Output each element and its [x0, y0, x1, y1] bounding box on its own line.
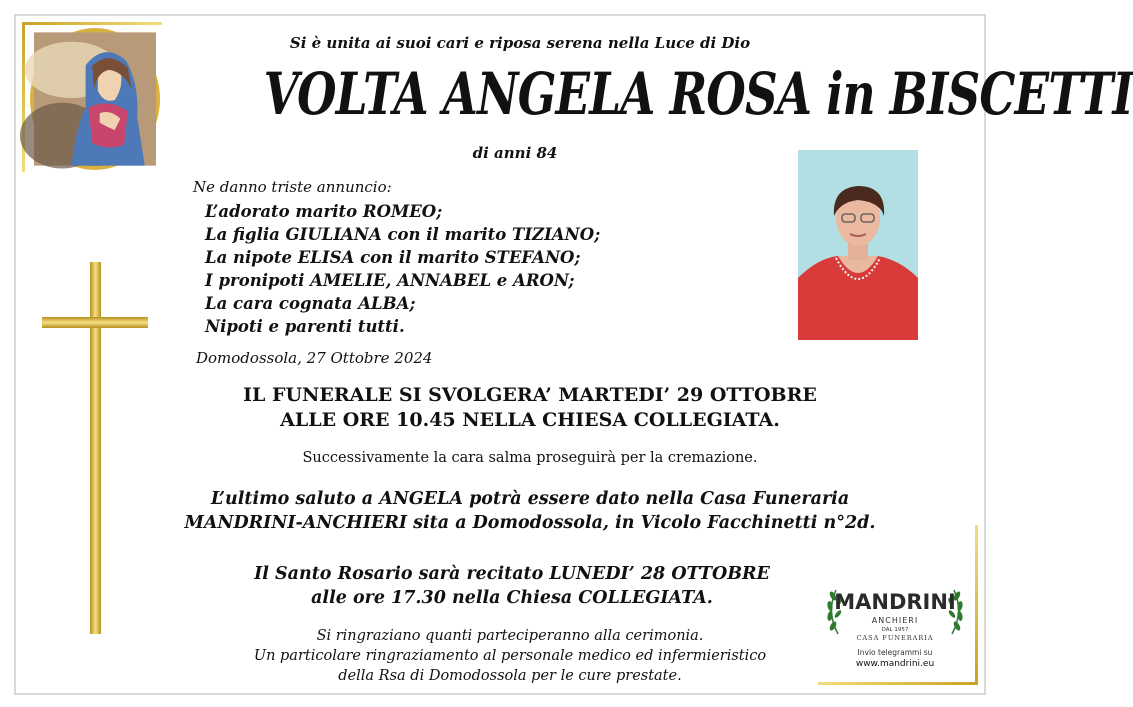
- deceased-name: VOLTA ANGELA ROSA in BISCETTI: [263, 60, 1133, 128]
- portrait-photo: [798, 150, 918, 340]
- thanks-line-2: Un particolare ringraziamento al personale medico ed infermieristico: [253, 648, 767, 664]
- logo-since: DAL 1957: [881, 627, 909, 633]
- cremation-note: Successivamente la cara salma proseguirà per la cremazione.: [302, 450, 758, 466]
- thanks-notice: [210, 626, 810, 686]
- logo-subtitle: ANCHIERI: [871, 616, 919, 625]
- family-line: La nipote ELISA con il marito STEFANO;: [205, 248, 581, 267]
- family-line: Nipoti e parenti tutti.: [205, 317, 405, 336]
- family-list: [205, 200, 600, 338]
- funeral-notice: [180, 383, 880, 433]
- funeral-line-1: IL FUNERALE SI SVOLGERA’ MARTEDI’ 29 OTTOBRE: [243, 384, 817, 406]
- logo-name: MANDRINI: [834, 590, 956, 614]
- family-line: I pronipoti AMELIE, ANNABEL e ARON;: [205, 271, 575, 290]
- gold-corner-line-bottom: [818, 682, 978, 685]
- place-date: Domodossola, 27 Ottobre 2024: [196, 349, 433, 367]
- logo-type: CASA FUNERARIA: [856, 634, 934, 642]
- gold-corner-line-top: [22, 22, 162, 25]
- farewell-notice: [170, 487, 890, 535]
- funeral-line-2: ALLE ORE 10.45 NELLA CHIESA COLLEGIATA.: [280, 409, 780, 431]
- logo-telegram-text: Invio telegrammi su: [857, 648, 933, 657]
- thanks-line-3: della Rsa di Domodossola per le cure prestate.: [338, 668, 682, 684]
- family-line: L’adorato marito ROMEO;: [205, 202, 443, 221]
- funeral-home-logo: [820, 578, 970, 676]
- age-text: di anni 84: [472, 144, 558, 162]
- logo-website: www.mandrini.eu: [855, 659, 935, 669]
- farewell-line-2: MANDRINI-ANCHIERI sita a Domodossola, in Vicolo Facchinetti n°2d.: [184, 513, 876, 533]
- rosary-line-1: Il Santo Rosario sarà recitato LUNEDI’ 28 OTTOBRE: [254, 564, 770, 584]
- rosary-line-2: alle ore 17.30 nella Chiesa COLLEGIATA.: [311, 588, 713, 608]
- announcement-intro: Ne danno triste annuncio:: [193, 178, 392, 196]
- gold-corner-line-right: [975, 525, 978, 685]
- rosary-notice: [212, 562, 812, 610]
- intro-text: Si è unita ai suoi cari e riposa serena nella Luce di Dio: [289, 34, 751, 52]
- cross-icon-arm: [42, 317, 148, 328]
- family-line: La figlia GIULIANA con il marito TIZIANO;: [205, 225, 601, 244]
- farewell-line-1: L’ultimo saluto a ANGELA potrà essere dato nella Casa Funeraria: [210, 489, 850, 509]
- family-line: La cara cognata ALBA;: [205, 294, 416, 313]
- thanks-line-1: Si ringraziano quanti parteciperanno alla cerimonia.: [316, 628, 704, 644]
- madonna-image: [30, 28, 160, 170]
